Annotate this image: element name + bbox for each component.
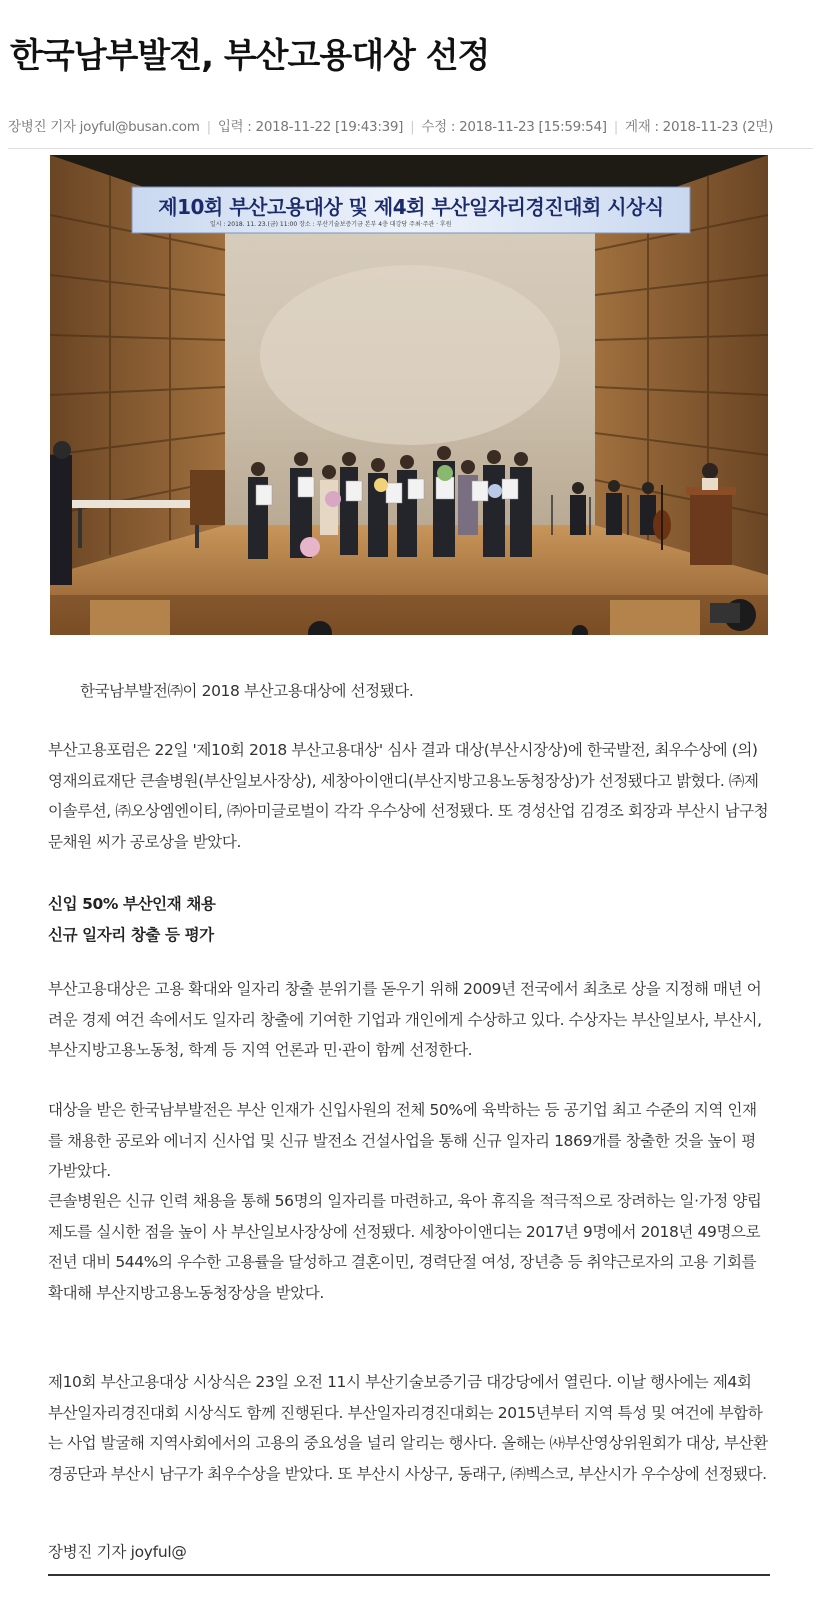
article-photo [50,155,768,635]
paragraph: 부산고용대상은 고용 확대와 일자리 창출 분위기를 돋우기 위해 2009년 전국에서 최초로 상을 지정해 매년 어려운 경제 여건 속에서도 일자리 창출에 기여한 기업과 개인에게 수상하고 있다. 수상자는 부산일보사, 부산시, 부산지방고용노동청, 학계 등 지역 언론과 민·관이 함께 선정한다. [48,980,762,1059]
article-signoff: 장병진 기자 joyful@ [48,1543,187,1561]
paragraph: 대상을 받은 한국남부발전은 부산 인재가 신입사원의 전체 50%에 육박하는 등 공기업 최고 수준의 지역 인재를 채용한 공로와 에너지 신사업 및 신규 발전소 건설사업을 통해 신규 일자리 1869개를 창출한 것을 높이 평가받았다. [48,1101,757,1180]
subheading-line: 신입 50% 부산인재 채용 [48,895,216,913]
byline-rule [8,148,813,149]
byline-reporter[interactable]: 장병진 기자 joyful@busan.com [8,119,200,135]
byline-divider: | [410,119,415,135]
byline-published: 게재 : 2018-11-23 (2면) [624,119,774,135]
subheading [48,889,770,950]
banner-title: 제10회 부산고용대상 및 제4회 부산일자리경진대회 시상식 [158,195,664,219]
paragraph: 부산고용포럼은 22일 '제10회 2018 부산고용대상' 심사 결과 대상(부산시장상)에 한국발전, 최우수상에 (의)영재의료재단 큰솔병원(부산일보사장상), 세창아이앤디(부산지방고용노동청장상)가 선정됐다고 밝혔다. ㈜제이솔루션, ㈜오상엠엔이티, ㈜아미글로벌이 각각 우수상에 선정됐다. 또 경성산업 김경조 회장과 부산시 남구청 문채원 씨가 공로상을 받았다. [48,741,769,851]
byline-divider: | [206,119,211,135]
article-byline [8,115,813,135]
byline-input-time: 입력 : 2018-11-22 [19:43:39] [217,119,404,135]
paragraph: 큰솔병원은 신규 인력 채용을 통해 56명의 일자리를 마련하고, 육아 휴직을 적극적으로 장려하는 일·가정 양립제도를 실시한 점을 높이 사 부산일보사장상에 선정됐다. 세창아이앤디는 2017년 9명에서 2018년 49명으로 전년 대비 544%의 우수한 고용률을 달성하고 결혼이민, 경력단절 여성, 장년층 등 취약근로자의 고용 기회를 확대해 부산지방고용노동청장상을 받았다. [48,1192,762,1302]
article-end-rule [48,1574,770,1576]
subheading-line: 신규 일자리 창출 등 평가 [48,925,214,944]
banner-subtitle: 일시 : 2018. 11. 23.(금) 11:00 장소 : 부산기술보증기금 본부 4층 대강당 주최·주관 · 후원 [210,221,452,228]
article-headline: 한국남부발전, 부산고용대상 선정 [10,36,490,76]
paragraph-lead: 한국남부발전㈜이 2018 부산고용대상에 선정됐다. [80,682,414,700]
paragraph: 제10회 부산고용대상 시상식은 23일 오전 11시 부산기술보증기금 대강당에서 열린다. 이날 행사에는 제4회 부산일자리경진대회 시상식도 함께 진행된다. 부산일자리경진대회는 2015년부터 지역 특성 및 여건에 부합하는 사업 발굴해 지역사회에서의 고용의 중요성을 널리 알리는 행사다. 올해는 ㈔부산영상위원회가 대상, 부산환경공단과 부산시 남구가 최우수상을 받았다. 또 부산시 사상구, 동래구, ㈜벡스코, 부산시가 우수상에 선정됐다. [48,1373,768,1483]
byline-divider: | [613,119,618,135]
byline-modified-time: 수정 : 2018-11-23 [15:59:54] [421,119,607,135]
